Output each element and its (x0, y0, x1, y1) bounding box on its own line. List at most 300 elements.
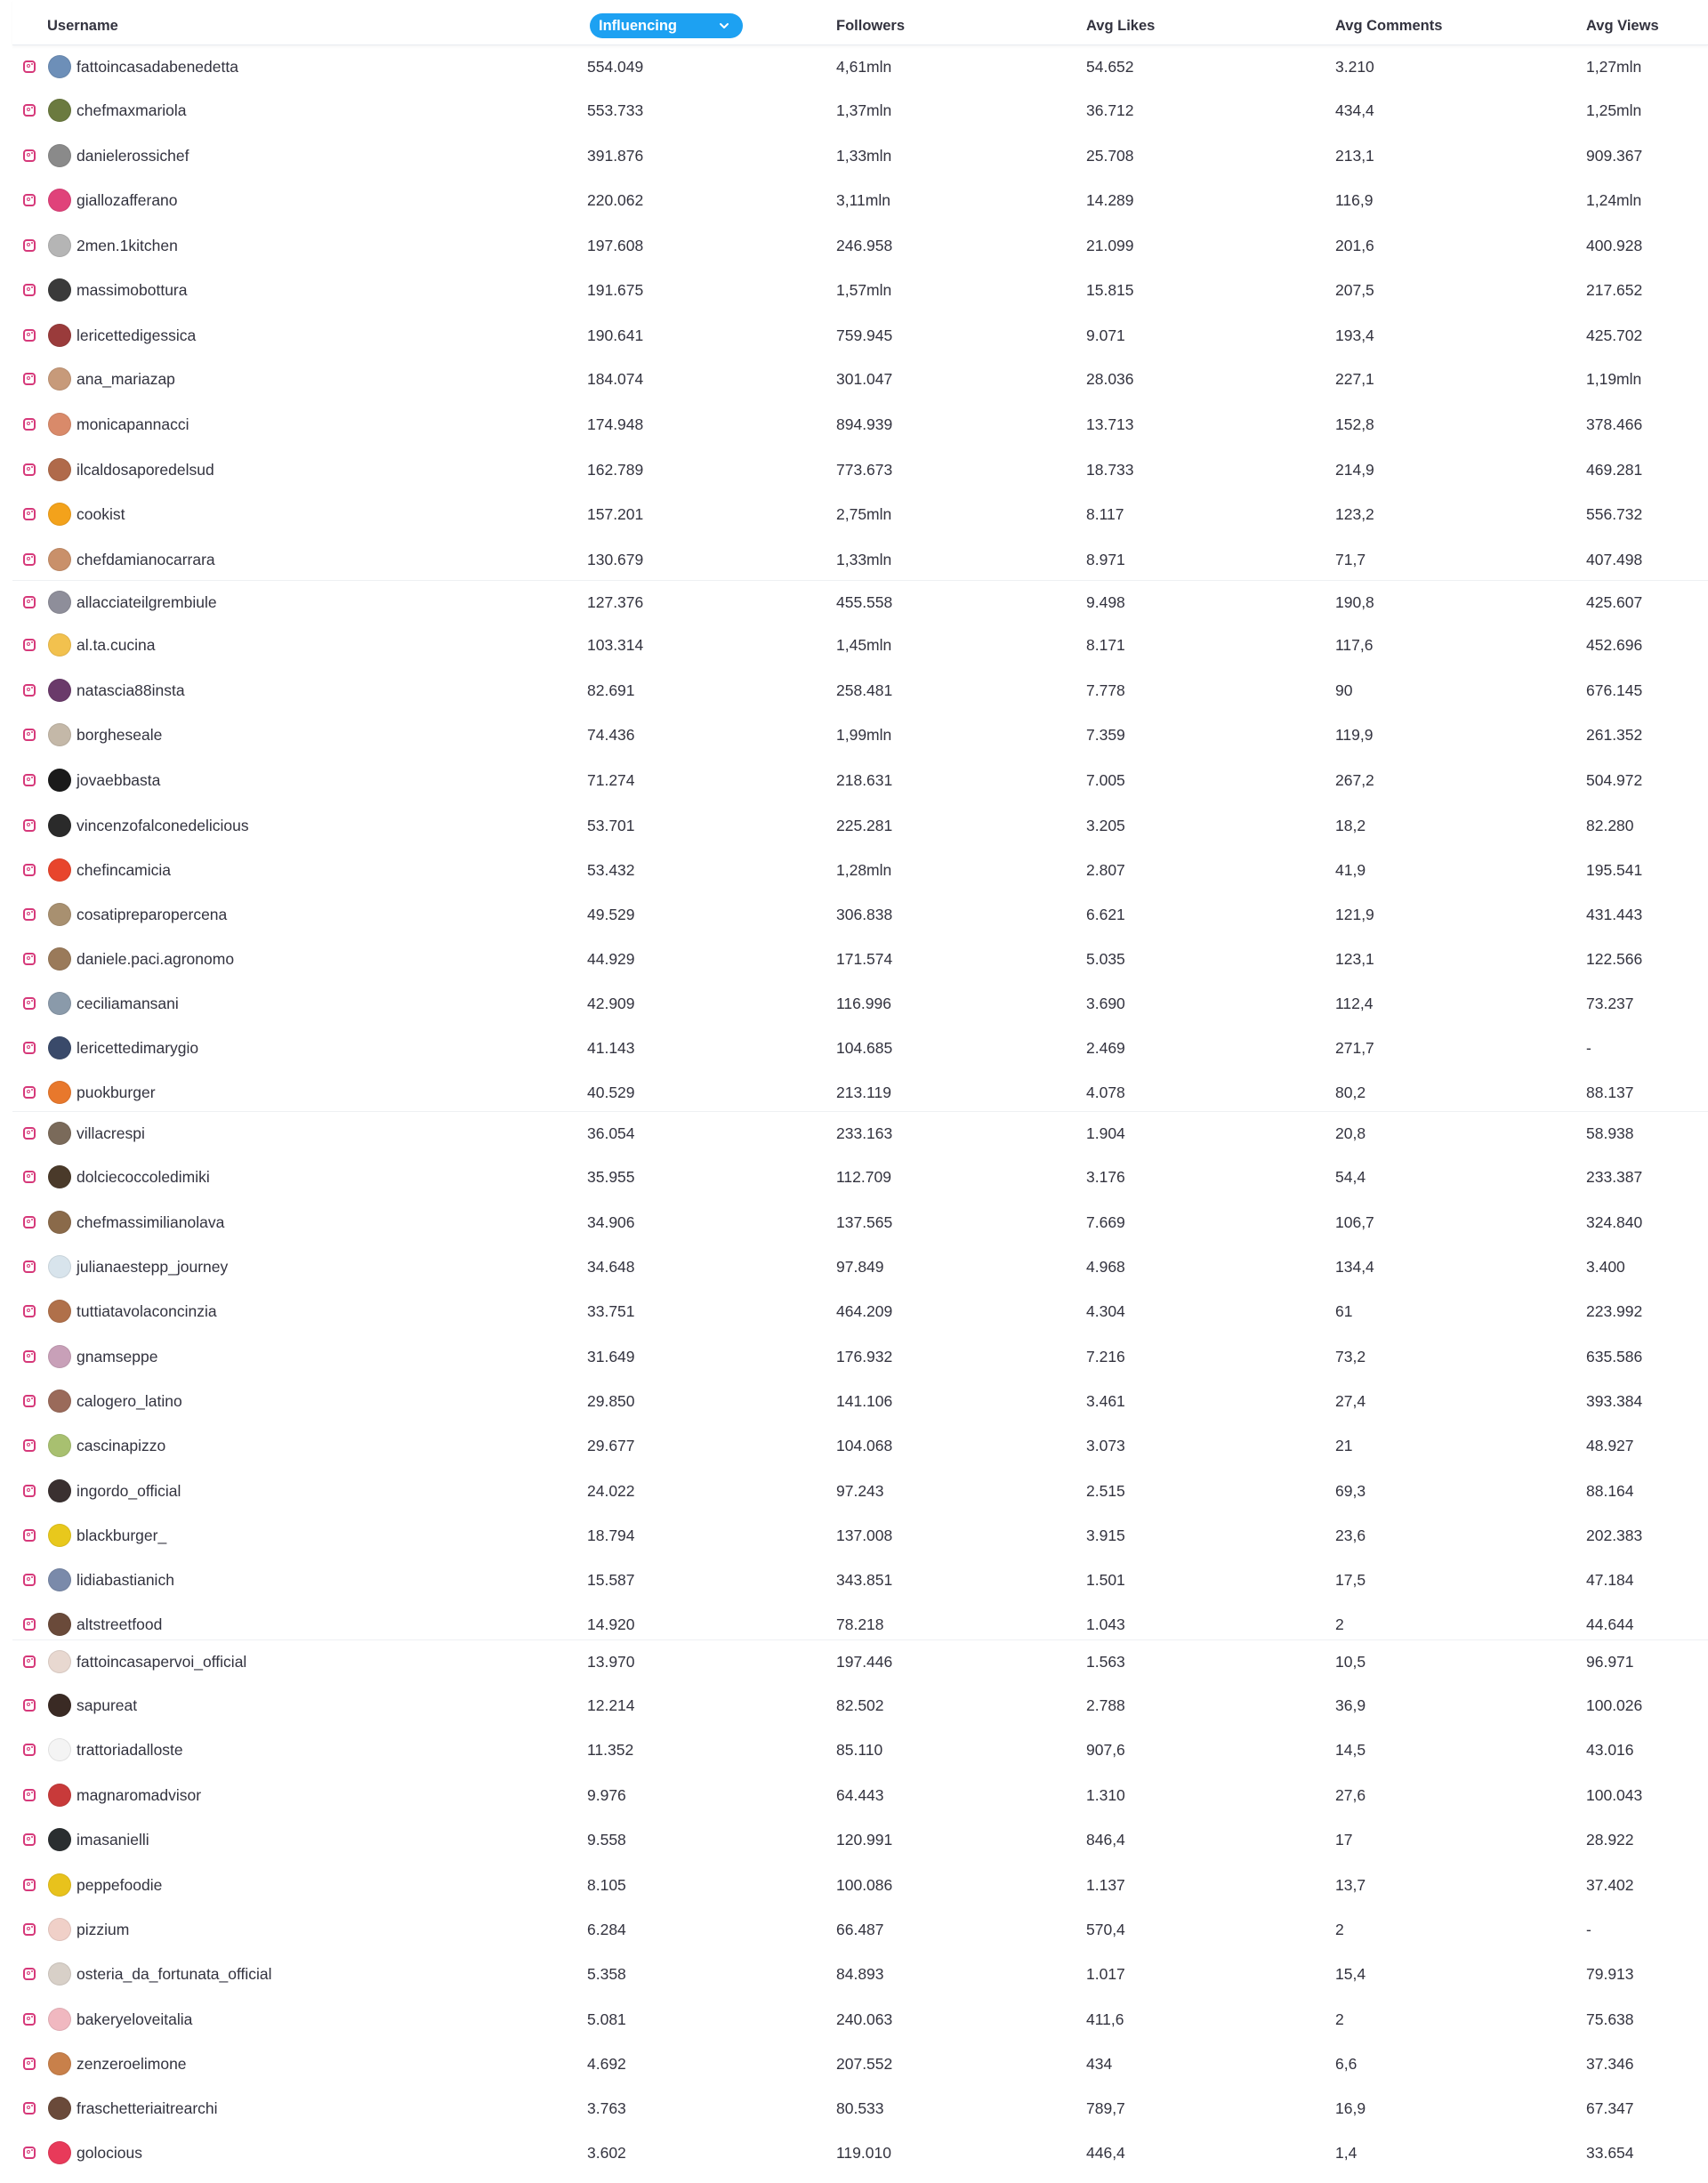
instagram-icon (23, 1789, 36, 1801)
avg-likes-cell: 54.652 (1086, 57, 1134, 76)
username-cell[interactable]: cascinapizzo (77, 1436, 166, 1454)
avg-comments-column-header[interactable]: Avg Comments (1335, 18, 1443, 34)
avg-likes-cell: 7.778 (1086, 681, 1125, 699)
avg-comments-cell: 271,7 (1335, 1038, 1374, 1057)
table-row[interactable] (12, 713, 1708, 756)
avg-likes-cell: 9.071 (1086, 326, 1125, 344)
username-cell[interactable]: villacrespi (77, 1124, 145, 1142)
avatar[interactable] (48, 633, 71, 657)
avg-views-cell: 28.922 (1586, 1830, 1634, 1849)
avg-comments-cell: 116,9 (1335, 190, 1374, 209)
instagram-icon (23, 2147, 36, 2159)
username-cell[interactable]: chefmaxmariola (77, 101, 187, 119)
table-row[interactable] (12, 580, 1708, 624)
avatar[interactable] (48, 1255, 71, 1278)
username-cell[interactable]: fattoincasapervoi_official (77, 1652, 247, 1671)
username-cell[interactable]: fattoincasadabenedetta (77, 57, 238, 76)
avg-comments-cell: 213,1 (1335, 146, 1374, 165)
instagram-icon (23, 729, 36, 741)
avg-comments-cell: 71,7 (1335, 550, 1366, 568)
avg-comments-cell: 214,9 (1335, 460, 1374, 479)
instagram-icon (23, 1042, 36, 1054)
influencing-cell: 13.970 (587, 1652, 635, 1671)
followers-cell: 1,33mln (836, 550, 892, 568)
username-cell[interactable]: giallozafferano (77, 190, 178, 209)
username-cell[interactable]: ingordo_official (77, 1481, 181, 1500)
username-cell[interactable]: julianaestepp_journey (77, 1257, 229, 1276)
instagram-icon (23, 1968, 36, 1980)
username-cell[interactable]: tuttiatavolaconcinzia (77, 1301, 217, 1320)
influencing-cell: 53.432 (587, 860, 635, 879)
avg-views-column-header[interactable]: Avg Views (1586, 18, 1659, 34)
username-cell[interactable]: gnamseppe (77, 1347, 158, 1365)
username-cell[interactable]: lericettedimarygio (77, 1038, 199, 1057)
table-row[interactable] (12, 403, 1708, 446)
avatar[interactable] (48, 947, 71, 971)
avg-likes-cell: 1.501 (1086, 1570, 1125, 1589)
instagram-icon (23, 373, 36, 385)
username-cell[interactable]: chefdamianocarrara (77, 550, 215, 568)
table-row[interactable] (12, 849, 1708, 891)
avg-likes-cell: 1.137 (1086, 1875, 1125, 1894)
username-cell[interactable]: bakeryeloveitalia (77, 2010, 193, 2028)
username-cell[interactable]: ceciliamansani (77, 994, 179, 1012)
table-row[interactable] (12, 1071, 1708, 1114)
followers-cell: 1,33mln (836, 146, 892, 165)
avg-comments-cell: 90 (1335, 681, 1353, 699)
avg-views-cell: 425.607 (1586, 592, 1643, 611)
followers-cell: 104.068 (836, 1436, 893, 1454)
avg-views-cell: 1,24mln (1586, 190, 1642, 209)
avatar[interactable] (48, 2008, 71, 2031)
avg-comments-cell: 41,9 (1335, 860, 1366, 879)
avg-likes-cell: 789,7 (1086, 2098, 1125, 2117)
table-row[interactable] (12, 493, 1708, 536)
table-row[interactable] (12, 1953, 1708, 1995)
influencing-cell: 41.143 (587, 1038, 635, 1057)
influencing-cell: 40.529 (587, 1083, 635, 1101)
followers-cell: 78.218 (836, 1615, 884, 1633)
table-row[interactable] (12, 358, 1708, 400)
username-cell[interactable]: dolciecoccoledimiki (77, 1167, 210, 1186)
avg-likes-cell: 8.117 (1086, 504, 1124, 523)
avg-comments-cell: 14,5 (1335, 1740, 1366, 1759)
username-cell[interactable]: zenzeroelimone (77, 2054, 187, 2073)
username-cell[interactable]: al.ta.cucina (77, 635, 156, 654)
username-cell[interactable]: ilcaldosaporedelsud (77, 460, 214, 479)
avg-likes-column-header[interactable]: Avg Likes (1086, 18, 1156, 34)
table-row[interactable] (12, 1684, 1708, 1727)
avg-likes-cell: 3.690 (1086, 994, 1125, 1012)
username-cell[interactable]: blackburger_ (77, 1526, 167, 1544)
avg-comments-cell: 3.210 (1335, 57, 1374, 76)
avg-comments-cell: 2 (1335, 1615, 1344, 1633)
avatar[interactable] (48, 1524, 71, 1547)
username-cell[interactable]: chefmassimilianolava (77, 1212, 225, 1231)
table-row[interactable] (12, 624, 1708, 666)
username-cell[interactable]: 2men.1kitchen (77, 236, 178, 254)
username-cell[interactable]: pizzium (77, 1920, 130, 1938)
avg-likes-cell: 1.017 (1086, 1964, 1125, 1983)
avg-comments-cell: 207,5 (1335, 280, 1374, 299)
table-row[interactable] (12, 1514, 1708, 1557)
influencing-sort-dropdown[interactable] (590, 13, 743, 38)
avatar[interactable] (48, 1434, 71, 1457)
table-row[interactable] (12, 1818, 1708, 1861)
avatar[interactable] (48, 1300, 71, 1323)
avatar[interactable] (48, 503, 71, 526)
avatar[interactable] (48, 1828, 71, 1851)
avg-likes-cell: 21.099 (1086, 236, 1134, 254)
followers-cell: 246.958 (836, 236, 893, 254)
avg-likes-cell: 8.971 (1086, 550, 1125, 568)
avg-views-cell: 3.400 (1586, 1257, 1625, 1276)
avg-comments-cell: 20,8 (1335, 1124, 1366, 1142)
table-row[interactable] (12, 448, 1708, 491)
table-row[interactable] (12, 1998, 1708, 2041)
avatar[interactable] (48, 591, 71, 614)
avg-comments-cell: 134,4 (1335, 1257, 1374, 1276)
avg-views-cell: 635.586 (1586, 1347, 1643, 1365)
username-cell[interactable]: massimobottura (77, 280, 188, 299)
avatar[interactable] (48, 1390, 71, 1413)
table-row[interactable] (12, 1027, 1708, 1069)
avg-views-cell: 223.992 (1586, 1301, 1643, 1320)
followers-cell: 240.063 (836, 2010, 893, 2028)
avatar[interactable] (48, 324, 71, 347)
table-row[interactable] (12, 224, 1708, 267)
instagram-icon (23, 329, 36, 342)
username-cell[interactable]: vincenzofalconedelicious (77, 816, 249, 834)
avatar[interactable] (48, 55, 71, 78)
influencing-cell: 18.794 (587, 1526, 635, 1544)
avg-comments-cell: 10,5 (1335, 1652, 1366, 1671)
username-cell[interactable]: jovaebbasta (77, 770, 161, 789)
avg-comments-cell: 1,4 (1335, 2143, 1358, 2162)
username-cell[interactable]: calogero_latino (77, 1391, 182, 1410)
influencing-cell: 103.314 (587, 635, 644, 654)
username-cell[interactable]: chefincamicia (77, 860, 172, 879)
avg-comments-cell: 2 (1335, 1920, 1344, 1938)
username-cell[interactable]: cookist (77, 504, 125, 523)
avatar[interactable] (48, 144, 71, 167)
instagram-icon (23, 1574, 36, 1586)
avg-views-cell: 233.387 (1586, 1167, 1643, 1186)
table-row[interactable] (12, 2131, 1708, 2174)
table-row[interactable] (12, 804, 1708, 847)
avatar[interactable] (48, 992, 71, 1015)
table-row[interactable] (12, 1380, 1708, 1422)
username-cell[interactable]: peppefoodie (77, 1875, 163, 1894)
table-row[interactable] (12, 1111, 1708, 1155)
avatar[interactable] (48, 1873, 71, 1897)
table-row[interactable] (12, 1908, 1708, 1951)
table-row[interactable] (12, 1470, 1708, 1512)
table-row[interactable] (12, 759, 1708, 802)
avatar[interactable] (48, 769, 71, 792)
username-cell[interactable]: danielerossichef (77, 146, 189, 165)
avg-likes-cell: 25.708 (1086, 146, 1134, 165)
avg-comments-cell: 123,2 (1335, 504, 1374, 523)
table-row[interactable] (12, 45, 1708, 88)
avg-likes-cell: 8.171 (1086, 635, 1125, 654)
influencing-cell: 9.976 (587, 1785, 626, 1804)
avatar[interactable] (48, 1694, 71, 1717)
instagram-icon (23, 508, 36, 520)
followers-cell: 137.008 (836, 1526, 893, 1544)
table-row[interactable] (12, 1864, 1708, 1906)
avatar[interactable] (48, 1568, 71, 1591)
avg-likes-cell: 846,4 (1086, 1830, 1125, 1849)
influencing-cell: 36.054 (587, 1124, 635, 1142)
influencing-cell: 34.648 (587, 1257, 635, 1276)
table-row[interactable] (12, 1156, 1708, 1198)
username-cell[interactable]: borgheseale (77, 725, 163, 744)
avg-views-cell: 195.541 (1586, 860, 1643, 879)
avg-views-cell: 1,27mln (1586, 57, 1642, 76)
influencing-cell: 9.558 (587, 1830, 626, 1849)
followers-cell: 112.709 (836, 1167, 891, 1186)
instagram-icon (23, 1086, 36, 1099)
followers-cell: 82.502 (836, 1696, 884, 1714)
username-cell[interactable]: sapureat (77, 1696, 138, 1714)
username-column-header[interactable]: Username (47, 18, 118, 34)
followers-cell: 894.939 (836, 415, 893, 433)
followers-cell: 1,57mln (836, 280, 892, 299)
avatar[interactable] (48, 814, 71, 837)
avatar[interactable] (48, 2141, 71, 2164)
avg-views-cell: 37.346 (1586, 2054, 1634, 2073)
followers-cell: 120.991 (836, 1830, 893, 1849)
table-row[interactable] (12, 893, 1708, 936)
avg-views-cell: 58.938 (1586, 1124, 1634, 1142)
username-cell[interactable]: allacciateilgrembiule (77, 592, 217, 611)
avatar[interactable] (48, 458, 71, 481)
avg-views-cell: 48.927 (1586, 1436, 1634, 1454)
followers-cell: 97.243 (836, 1481, 884, 1500)
avg-views-cell: - (1586, 1920, 1591, 1938)
avatar[interactable] (48, 1650, 71, 1673)
table-row[interactable] (12, 1335, 1708, 1378)
username-cell[interactable]: lericettedigessica (77, 326, 197, 344)
instagram-icon (23, 1529, 36, 1542)
influencing-cell: 74.436 (587, 725, 635, 744)
avg-likes-cell: 36.712 (1086, 101, 1134, 119)
avg-likes-cell: 411,6 (1086, 2010, 1124, 2028)
followers-cell: 4,61mln (836, 57, 892, 76)
avg-likes-cell: 907,6 (1086, 1740, 1125, 1759)
influencing-cell: 24.022 (587, 1481, 635, 1500)
table-header (12, 0, 1708, 45)
table-row[interactable] (12, 314, 1708, 357)
avg-likes-cell: 434 (1086, 2054, 1113, 2073)
influencing-cell: 11.352 (587, 1740, 634, 1759)
followers-cell: 233.163 (836, 1124, 893, 1142)
instagram-icon (23, 2102, 36, 2115)
table-row[interactable] (12, 1728, 1708, 1771)
avatar[interactable] (48, 234, 71, 257)
username-cell[interactable]: natascia88insta (77, 681, 185, 699)
avatar[interactable] (48, 2052, 71, 2075)
table-row[interactable] (12, 89, 1708, 132)
influencing-cell: 197.608 (587, 236, 644, 254)
avatar[interactable] (48, 1122, 71, 1145)
influencing-cell: 191.675 (587, 280, 644, 299)
avatar[interactable] (48, 1165, 71, 1188)
avg-views-cell: 393.384 (1586, 1391, 1643, 1410)
instagram-icon (23, 864, 36, 876)
username-cell[interactable]: cosatipreparopercena (77, 905, 228, 923)
avg-comments-cell: 16,9 (1335, 2098, 1366, 2117)
table-row[interactable] (12, 1424, 1708, 1467)
influencing-cell: 14.920 (587, 1615, 635, 1633)
avg-views-cell: 122.566 (1586, 949, 1643, 968)
followers-cell: 104.685 (836, 1038, 893, 1057)
influencing-cell: 3.602 (587, 2143, 626, 2162)
avg-likes-cell: 2.807 (1086, 860, 1125, 879)
table-row[interactable] (12, 982, 1708, 1025)
username-cell[interactable]: imasanielli (77, 1830, 149, 1849)
avatar[interactable] (48, 278, 71, 302)
avg-likes-cell: 14.289 (1086, 190, 1134, 209)
followers-cell: 207.552 (836, 2054, 893, 2073)
avatar[interactable] (48, 2097, 71, 2120)
avg-comments-cell: 17,5 (1335, 1570, 1366, 1589)
avatar[interactable] (48, 1962, 71, 1986)
avg-comments-cell: 119,9 (1335, 725, 1374, 744)
avatar[interactable] (48, 1613, 71, 1636)
avatar[interactable] (48, 1479, 71, 1502)
table-row[interactable] (12, 1639, 1708, 1683)
followers-cell: 119.010 (836, 2143, 891, 2162)
avatar[interactable] (48, 903, 71, 926)
avg-likes-cell: 28.036 (1086, 369, 1134, 388)
avg-comments-cell: 106,7 (1335, 1212, 1374, 1231)
followers-cell: 213.119 (836, 1083, 891, 1101)
influencing-cell: 553.733 (587, 101, 644, 119)
influencing-cell: 6.284 (587, 1920, 626, 1938)
avg-comments-cell: 13,7 (1335, 1875, 1366, 1894)
influencing-cell: 554.049 (587, 57, 644, 76)
avg-comments-cell: 6,6 (1335, 2054, 1358, 2073)
avg-views-cell: 73.237 (1586, 994, 1634, 1012)
avg-views-cell: 88.164 (1586, 1481, 1634, 1500)
avatar[interactable] (48, 1784, 71, 1807)
influencing-cell: 42.909 (587, 994, 635, 1012)
followers-column-header[interactable]: Followers (836, 18, 906, 34)
instagram-icon (23, 1261, 36, 1273)
influencing-cell: 12.214 (587, 1696, 635, 1714)
username-cell[interactable]: fraschetteriaitrearchi (77, 2098, 218, 2117)
avg-likes-cell: 1.563 (1086, 1652, 1125, 1671)
avg-comments-cell: 123,1 (1335, 949, 1374, 968)
avatar[interactable] (48, 1345, 71, 1368)
table-row[interactable] (12, 1290, 1708, 1333)
table-row[interactable] (12, 1245, 1708, 1288)
username-cell[interactable]: osteria_da_fortunata_official (77, 1964, 272, 1983)
avg-views-cell: 88.137 (1586, 1083, 1634, 1101)
username-cell[interactable]: altstreetfood (77, 1615, 163, 1633)
username-cell[interactable]: daniele.paci.agronomo (77, 949, 235, 968)
avg-comments-cell: 36,9 (1335, 1696, 1366, 1714)
table-row[interactable] (12, 1774, 1708, 1816)
instagram-icon (23, 1833, 36, 1846)
avatar[interactable] (48, 1738, 71, 1761)
table-row[interactable] (12, 538, 1708, 581)
influencing-cell: 71.274 (587, 770, 635, 789)
influencing-cell: 4.692 (587, 2054, 626, 2073)
username-cell[interactable]: puokburger (77, 1083, 156, 1101)
avatar[interactable] (48, 1081, 71, 1104)
influencing-cell: 29.677 (587, 1436, 635, 1454)
avatar[interactable] (48, 723, 71, 746)
instagram-icon (23, 239, 36, 252)
instagram-icon (23, 1439, 36, 1452)
avatar[interactable] (48, 548, 71, 571)
influencing-cell: 127.376 (587, 592, 644, 611)
avatar[interactable] (48, 679, 71, 702)
username-cell[interactable]: lidiabastianich (77, 1570, 174, 1589)
username-cell[interactable]: magnaromadvisor (77, 1785, 202, 1804)
avatar[interactable] (48, 189, 71, 212)
influencing-cell: 53.701 (587, 816, 635, 834)
avatar[interactable] (48, 1918, 71, 1941)
table-row[interactable] (12, 1559, 1708, 1601)
avatar[interactable] (48, 367, 71, 391)
avatar[interactable] (48, 413, 71, 436)
username-cell[interactable]: monicapannacci (77, 415, 189, 433)
avg-likes-cell: 2.515 (1086, 1481, 1125, 1500)
followers-cell: 301.047 (836, 369, 893, 388)
followers-cell: 455.558 (836, 592, 893, 611)
table-row[interactable] (12, 269, 1708, 311)
avg-comments-cell: 54,4 (1335, 1167, 1366, 1186)
avg-comments-cell: 121,9 (1335, 905, 1374, 923)
avg-views-cell: - (1586, 1038, 1591, 1057)
avatar[interactable] (48, 1036, 71, 1059)
table-row[interactable] (12, 938, 1708, 980)
followers-cell: 225.281 (836, 816, 893, 834)
avatar[interactable] (48, 99, 71, 122)
avg-views-cell: 100.043 (1586, 1785, 1643, 1804)
table-row[interactable] (12, 179, 1708, 222)
table-row[interactable] (12, 134, 1708, 177)
username-cell[interactable]: ana_mariazap (77, 369, 175, 388)
avatar[interactable] (48, 858, 71, 882)
followers-cell: 1,45mln (836, 635, 892, 654)
avg-views-cell: 37.402 (1586, 1875, 1634, 1894)
avg-views-cell: 67.347 (1586, 2098, 1634, 2117)
instagram-icon (23, 1655, 36, 1668)
avatar[interactable] (48, 1211, 71, 1234)
avg-likes-cell: 9.498 (1086, 592, 1125, 611)
avg-comments-cell: 27,4 (1335, 1391, 1366, 1410)
avg-likes-cell: 5.035 (1086, 949, 1125, 968)
avg-comments-cell: 190,8 (1335, 592, 1374, 611)
avg-comments-cell: 267,2 (1335, 770, 1374, 789)
username-cell[interactable]: golocious (77, 2143, 142, 2162)
table-row[interactable] (12, 1201, 1708, 1244)
table-row[interactable] (12, 669, 1708, 712)
table-row[interactable] (12, 2042, 1708, 2085)
instagram-icon (23, 1305, 36, 1317)
avg-views-cell: 676.145 (1586, 681, 1643, 699)
influencing-label: Influencing (599, 18, 677, 34)
followers-cell: 100.086 (836, 1875, 893, 1894)
username-cell[interactable]: trattoriadalloste (77, 1740, 183, 1759)
table-row[interactable] (12, 2087, 1708, 2130)
influencing-cell: 34.906 (587, 1212, 635, 1231)
